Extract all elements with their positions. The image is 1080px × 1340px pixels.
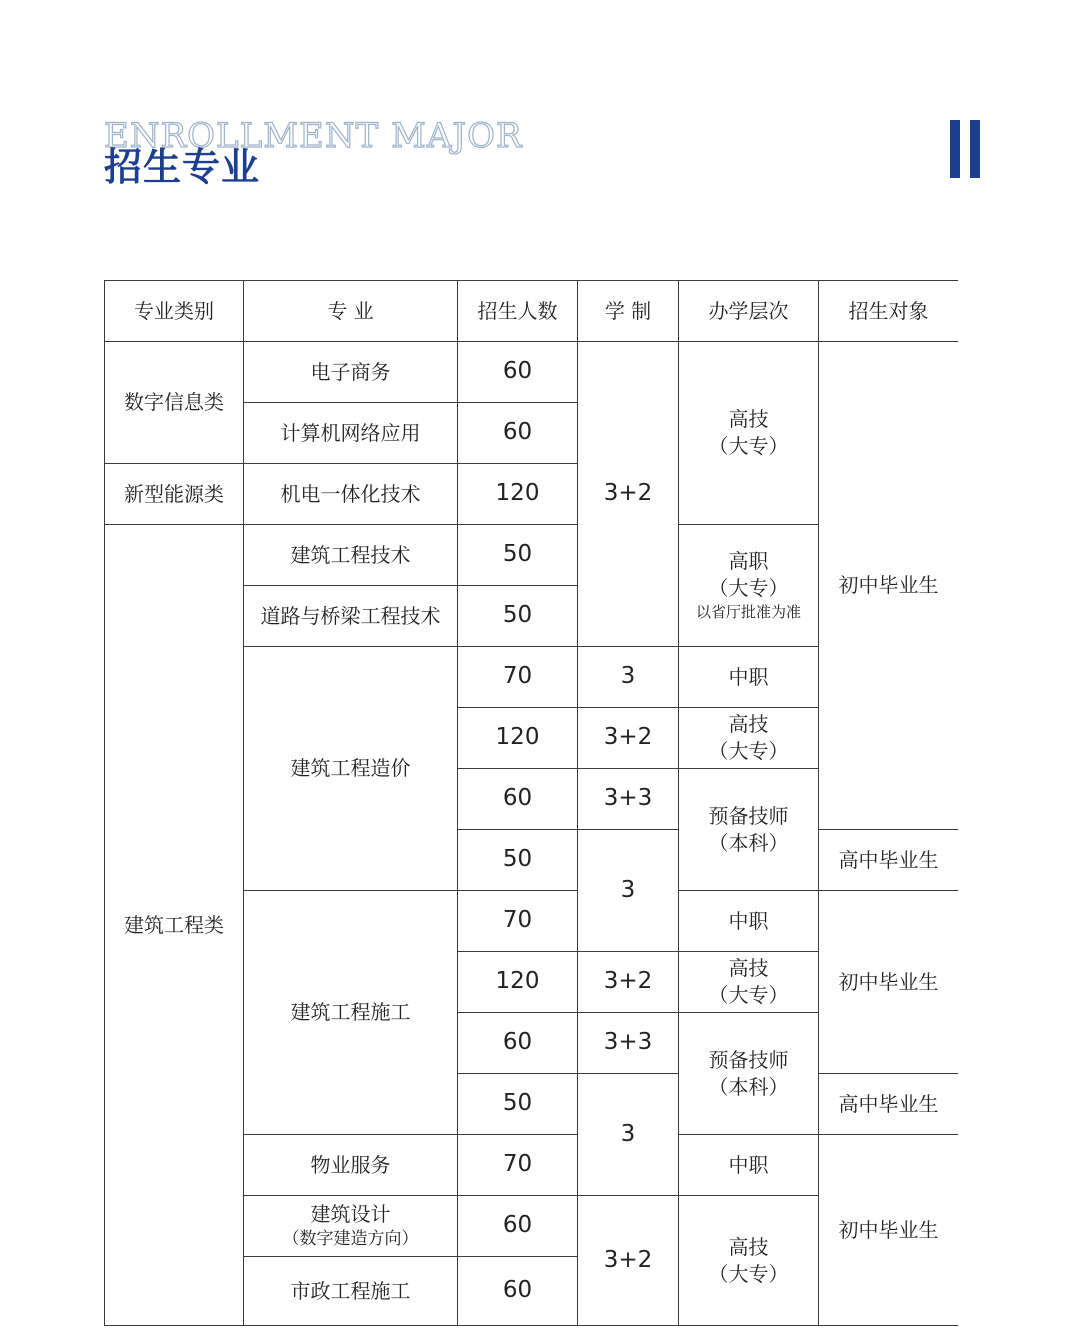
level-text: 高技 <box>728 1234 769 1259</box>
duration-cell: 3+3 <box>578 1013 679 1074</box>
duration-cell: 3+2 <box>578 952 679 1013</box>
major-cell: 建筑工程造价 <box>244 647 458 891</box>
level-text: 预备技师 <box>708 803 789 828</box>
level-cell: 中职 <box>679 647 819 708</box>
column-header: 办学层次 <box>679 281 819 342</box>
major-cell <box>244 1196 458 1257</box>
major-cell: 建筑工程施工 <box>244 891 458 1135</box>
target-cell: 高中毕业生 <box>819 1074 959 1135</box>
count-cell: 60 <box>458 342 578 403</box>
duration-cell: 3+2 <box>578 1196 679 1326</box>
major-cell: 计算机网络应用 <box>244 403 458 464</box>
count-cell: 120 <box>458 464 578 525</box>
table-row <box>105 342 959 403</box>
level-text: 高技 <box>728 712 769 736</box>
column-header: 招生人数 <box>458 281 578 342</box>
count-cell: 120 <box>458 952 578 1013</box>
count-cell: 50 <box>458 525 578 586</box>
major-cell: 电子商务 <box>244 342 458 403</box>
count-cell: 50 <box>458 1074 578 1135</box>
level-text: 高职 <box>728 549 769 574</box>
level-cell: 中职 <box>679 891 819 952</box>
major-direction: （数字建造方向） <box>282 1229 419 1250</box>
count-cell: 60 <box>458 1013 578 1074</box>
target-cell: 初中毕业生 <box>819 1135 959 1326</box>
enrollment-table-container <box>104 280 958 1340</box>
level-text: 预备技师 <box>708 1047 789 1072</box>
category-cell: 数字信息类 <box>105 342 244 464</box>
level-cell <box>679 342 819 525</box>
double-bar-icon <box>950 120 982 178</box>
level-note: （大专） <box>708 739 789 763</box>
level-cell <box>679 525 819 647</box>
level-cell <box>679 769 819 891</box>
level-note: （大专） <box>708 983 789 1007</box>
count-cell: 60 <box>458 403 578 464</box>
column-header: 学 制 <box>578 281 679 342</box>
english-title: ENROLLMENT MAJOR <box>104 116 523 156</box>
page-title: 招生专业 <box>104 145 261 189</box>
level-note: （大专） <box>708 1261 789 1286</box>
column-header: 招生对象 <box>819 281 959 342</box>
duration-cell: 3+2 <box>578 342 679 647</box>
duration-cell: 3 <box>578 647 679 708</box>
column-header: 专业类别 <box>105 281 244 342</box>
target-cell: 初中毕业生 <box>819 342 959 830</box>
category-cell: 新型能源类 <box>105 464 244 525</box>
approval-note: 以省厅批准为准 <box>695 603 801 622</box>
level-note: （本科） <box>708 830 789 855</box>
count-cell: 60 <box>458 1257 578 1326</box>
level-note: （大专） <box>708 576 789 601</box>
level-cell: 中职 <box>679 1135 819 1196</box>
column-header: 专 业 <box>244 281 458 342</box>
level-cell <box>679 1013 819 1135</box>
duration-cell: 3 <box>578 830 679 952</box>
count-cell: 50 <box>458 830 578 891</box>
level-text: 高技 <box>728 956 769 980</box>
count-cell: 60 <box>458 1196 578 1257</box>
count-cell: 60 <box>458 769 578 830</box>
major-name: 建筑设计 <box>310 1202 391 1227</box>
count-cell: 120 <box>458 708 578 769</box>
count-cell: 70 <box>458 647 578 708</box>
level-note: （本科） <box>708 1074 789 1099</box>
level-cell <box>679 708 819 769</box>
target-cell: 初中毕业生 <box>819 891 959 1074</box>
count-cell: 50 <box>458 586 578 647</box>
enrollment-table <box>104 280 958 1326</box>
major-cell: 机电一体化技术 <box>244 464 458 525</box>
count-cell: 70 <box>458 1135 578 1196</box>
level-text: 高技 <box>728 407 769 431</box>
level-note: （大专） <box>708 434 789 458</box>
level-cell <box>679 952 819 1013</box>
table-header-row <box>105 281 959 342</box>
category-cell: 建筑工程类 <box>105 525 244 1326</box>
target-cell: 高中毕业生 <box>819 830 959 891</box>
page-heading <box>0 0 1080 220</box>
duration-cell: 3+3 <box>578 769 679 830</box>
duration-cell: 3 <box>578 1074 679 1196</box>
major-cell: 建筑工程技术 <box>244 525 458 586</box>
major-cell: 物业服务 <box>244 1135 458 1196</box>
major-cell: 市政工程施工 <box>244 1257 458 1326</box>
duration-cell: 3+2 <box>578 708 679 769</box>
count-cell: 70 <box>458 891 578 952</box>
level-cell <box>679 1196 819 1326</box>
major-cell: 道路与桥梁工程技术 <box>244 586 458 647</box>
